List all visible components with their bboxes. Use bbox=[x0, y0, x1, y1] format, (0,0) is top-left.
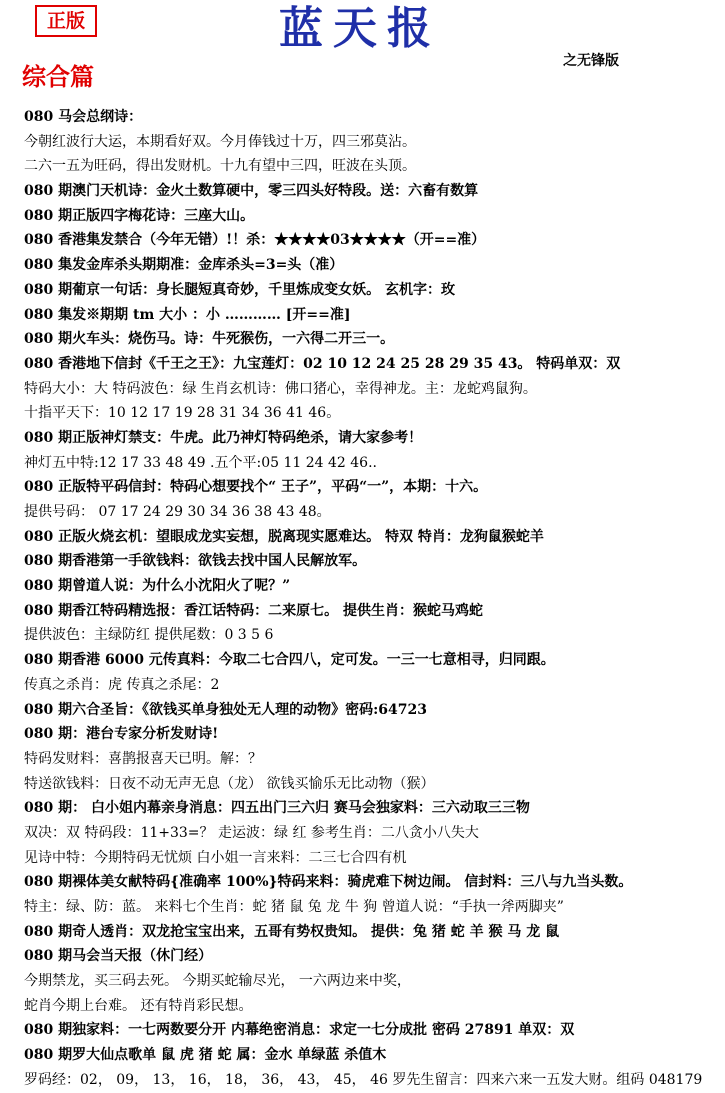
edition-badge: 正版 bbox=[35, 5, 97, 37]
text-line: 080 集发金库杀头期期准：金库杀头=3=头（准） bbox=[24, 257, 344, 274]
text-line: 080 正版特平码信封：特码心想要找个“ 王子”，平码“一”，本期：十六。 bbox=[24, 479, 488, 496]
text-line: 传真之杀肖：虎 传真之杀尾：2 bbox=[24, 676, 220, 693]
text-line: 二六一五为旺码，得出发财机。十九有望中三四，旺波在头顶。 bbox=[24, 158, 416, 175]
text-line: 今朝红波行大运，本期看好双。今月俸钱过十万，四三邪莫沾。 bbox=[24, 133, 416, 150]
edition-label: 之无锋版 bbox=[563, 53, 619, 69]
text-line: 提供号码： 07 17 24 29 30 34 36 38 43 48。 bbox=[24, 504, 331, 520]
article-body bbox=[24, 105, 724, 1093]
text-line: 080 马会总纲诗： bbox=[24, 109, 143, 125]
text-line: 特码发财料：喜鹊报喜天已明。解：？ bbox=[24, 750, 262, 767]
text-line: 080 期奇人透肖：双龙抢宝宝出来，五哥有势权贵知。 提供：兔 猪 蛇 羊 猴 马 龙 鼠 bbox=[24, 923, 560, 940]
text-line: 080 期澳门天机诗：金火土数算硬中，零三四头好特段。送：六畜有数算 bbox=[24, 183, 479, 200]
newspaper-title: 蓝天报 bbox=[279, 3, 441, 54]
text-line: 特送欲钱料：日夜不动无声无息（龙） 欲钱买愉乐无比动物（猴） bbox=[24, 775, 435, 792]
text-line: 080 期正版神灯禁支：牛虎。此乃神灯特码绝杀，请大家参考！ bbox=[24, 429, 423, 446]
text-line: 080 期香港第一手欲钱料：欲钱去找中国人民解放军。 bbox=[24, 553, 367, 570]
text-line: 080 集发※期期 tm 大小 ：小 ………… [开==准] bbox=[24, 306, 351, 323]
text-line: 080 期马会当天报（休门经） bbox=[24, 948, 213, 965]
text-line: 双决：双 特码段：11+33=？ 走运波：绿 红 参考生肖：二八贪小八失大 bbox=[24, 824, 479, 841]
text-line: 特码大小：大 特码波色：绿 生肖玄机诗：佛口猪心，幸得神龙。主：龙蛇鸡鼠狗。 bbox=[24, 380, 537, 397]
text-line: 080 期香江特码精选报：香江话特码：二来原七。 提供生肖：猴蛇马鸡蛇 bbox=[24, 602, 483, 619]
text-line: 十指平天下：10 12 17 19 28 31 34 36 41 46。 bbox=[24, 405, 341, 422]
text-line: 080 香港地下信封《千王之王》：九宝莲灯：02 10 12 24 25 28 29 35 43。 特码单双：双 bbox=[24, 355, 621, 372]
text-line: 罗码经：02， 09， 13， 16， 18， 36， 43， 45， 46 罗先生留言：四来六来一五发大财。组码 048179 bbox=[24, 1071, 703, 1088]
text-line: 080 期曾道人说：为什么小沈阳火了呢？” bbox=[24, 578, 291, 595]
text-line: 提供波色：主绿防红 提供尾数：0 3 5 6 bbox=[24, 627, 274, 644]
text-line: 080 期葡京一句话：身长腿短真奇妙，千里炼成变女妖。 玄机字：玫 bbox=[24, 281, 455, 298]
text-line: 080 正版火烧玄机：望眼成龙实妄想，脱离现实愿难达。 特双 特肖：龙狗鼠猴蛇羊 bbox=[24, 528, 544, 545]
text-line: 蛇肖今期上台难。 还有特肖彩民想。 bbox=[24, 997, 253, 1014]
text-line: 080 香港集发禁合（今年无错）!！杀：★★★★03★★★★（开==准） bbox=[24, 232, 486, 249]
text-line: 080 期正版四字梅花诗：三座大山。 bbox=[24, 207, 255, 224]
text-line: 080 期香港 6000 元传真料：今取二七合四八，定可发。一三一七意相寻，归同跟。 bbox=[24, 652, 555, 669]
text-line: 080 期： 白小姐内幕亲身消息：四五出门三六归 赛马会独家料：三六动取三三物 bbox=[24, 800, 530, 817]
text-line: 特主：绿、防：蓝。 来料七个生肖：蛇 猪 鼠 兔 龙 牛 狗 曾道人说：“手执一斧两脚夹” bbox=[24, 899, 564, 915]
text-line: 今期禁龙，买三码去死。 今期买蛇输尽光， 一六两边来中奖， bbox=[24, 973, 411, 990]
section-heading: 综合篇 bbox=[22, 62, 94, 91]
text-line: 见诗中特：今期特码无忧烦 白小姐一言来料：二三七合四有机 bbox=[24, 849, 407, 866]
text-line: 神灯五中特:12 17 33 48 49 .五个平:05 11 24 42 46.. bbox=[24, 454, 377, 471]
text-line: 080 期六合圣旨：《欲钱买单身独处无人理的动物》密码:64723 bbox=[24, 701, 427, 718]
text-line: 080 期罗大仙点歌单 鼠 虎 猪 蛇 属：金水 单绿蓝 杀值木 bbox=[24, 1047, 387, 1064]
text-line: 080 期裸体美女献特码{准确率 100%}特码来料：骑虎难下树边闹。 信封料：三八与九当头数。 bbox=[24, 874, 633, 891]
text-line: 080 期：港台专家分析发财诗! bbox=[24, 726, 219, 743]
text-line: 080 期独家料：一七两数要分开 内幕绝密消息：求定一七分成批 密码 27891 单双：双 bbox=[24, 1022, 575, 1039]
text-line: 080 期火车头：烧伤马。诗：牛死猴伤，一六得二开三一。 bbox=[24, 331, 395, 348]
